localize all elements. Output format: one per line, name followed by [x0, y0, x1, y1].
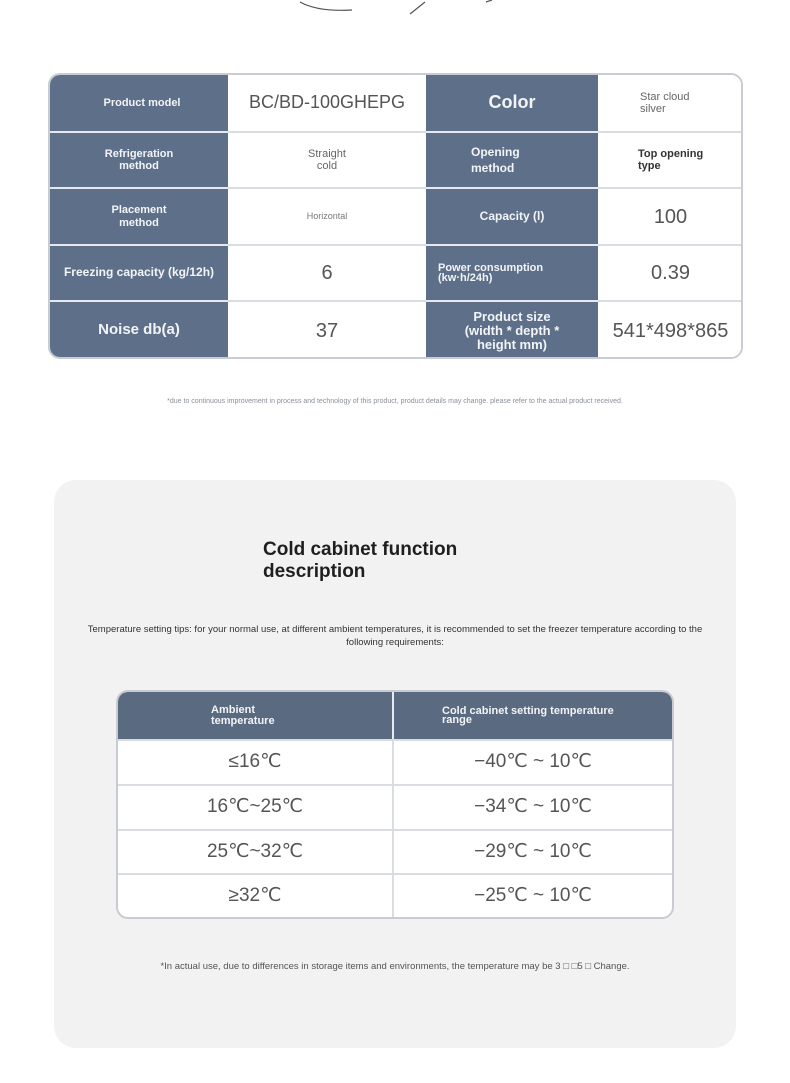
table-cell-ambient: ≤16℃: [118, 739, 394, 784]
spec-value-placement: Horizontal: [228, 189, 426, 246]
spec-table: [48, 73, 743, 359]
table-cell-range: −40℃ ~ 10℃: [394, 739, 672, 784]
spec-label-capacity: Capacity (l): [426, 189, 598, 246]
spec-label-power: Power consumption (kw·h/24h): [426, 246, 598, 302]
section-title: Cold cabinet function description: [263, 539, 458, 582]
spec-label-color: Color: [426, 75, 598, 133]
spec-value-refrigeration: Straight cold: [228, 133, 426, 189]
spec-label-placement: Placement method: [50, 189, 228, 246]
spec-value-power: 0.39: [598, 246, 743, 302]
spec-value-size: 541*498*865: [598, 302, 743, 359]
table-cell-ambient: 16℃~25℃: [118, 784, 394, 829]
spec-value-opening: Top opening type: [598, 133, 743, 189]
header-setting-range: Cold cabinet setting temperature range: [394, 692, 672, 739]
table-cell-ambient: 25℃~32℃: [118, 829, 394, 873]
spec-label-noise: Noise db(a): [50, 302, 228, 359]
table-cell-ambient: ≥32℃: [118, 873, 394, 917]
spec-label-refrigeration: Refrigeration method: [50, 133, 228, 189]
temperature-table: [116, 690, 674, 919]
spec-value-model: BC/BD-100GHEPG: [228, 75, 426, 133]
spec-label-size: Product size (width * depth * height mm): [426, 302, 598, 359]
spec-label-opening: Opening method: [426, 133, 598, 189]
table-cell-range: −34℃ ~ 10℃: [394, 784, 672, 829]
table-cell-range: −25℃ ~ 10℃: [394, 873, 672, 917]
spec-label-freezing: Freezing capacity (kg/12h): [50, 246, 228, 302]
table-cell-range: −29℃ ~ 10℃: [394, 829, 672, 873]
usage-note: *In actual use, due to differences in storage items and environments, the temperature may be 3 □ □5 □ Change.: [160, 961, 630, 972]
spec-value-color: Star cloud silver: [598, 75, 743, 133]
header-ambient: Ambient temperature: [118, 692, 394, 739]
spec-value-noise: 37: [228, 302, 426, 359]
function-panel: [54, 480, 736, 1048]
spec-value-capacity: 100: [598, 189, 743, 246]
disclaimer-text: *due to continuous improvement in process and technology of this product, product details may change. please refer to the actual product received.: [167, 398, 623, 405]
spec-value-freezing: 6: [228, 246, 426, 302]
tips-text: Temperature setting tips: for your normal use, at different ambient temperatures, it is recommended to set the freezer temperature according to the following requirements:: [87, 624, 703, 648]
spec-label-model: Product model: [50, 75, 228, 133]
dimension-drawing-fragment: [0, 0, 790, 30]
